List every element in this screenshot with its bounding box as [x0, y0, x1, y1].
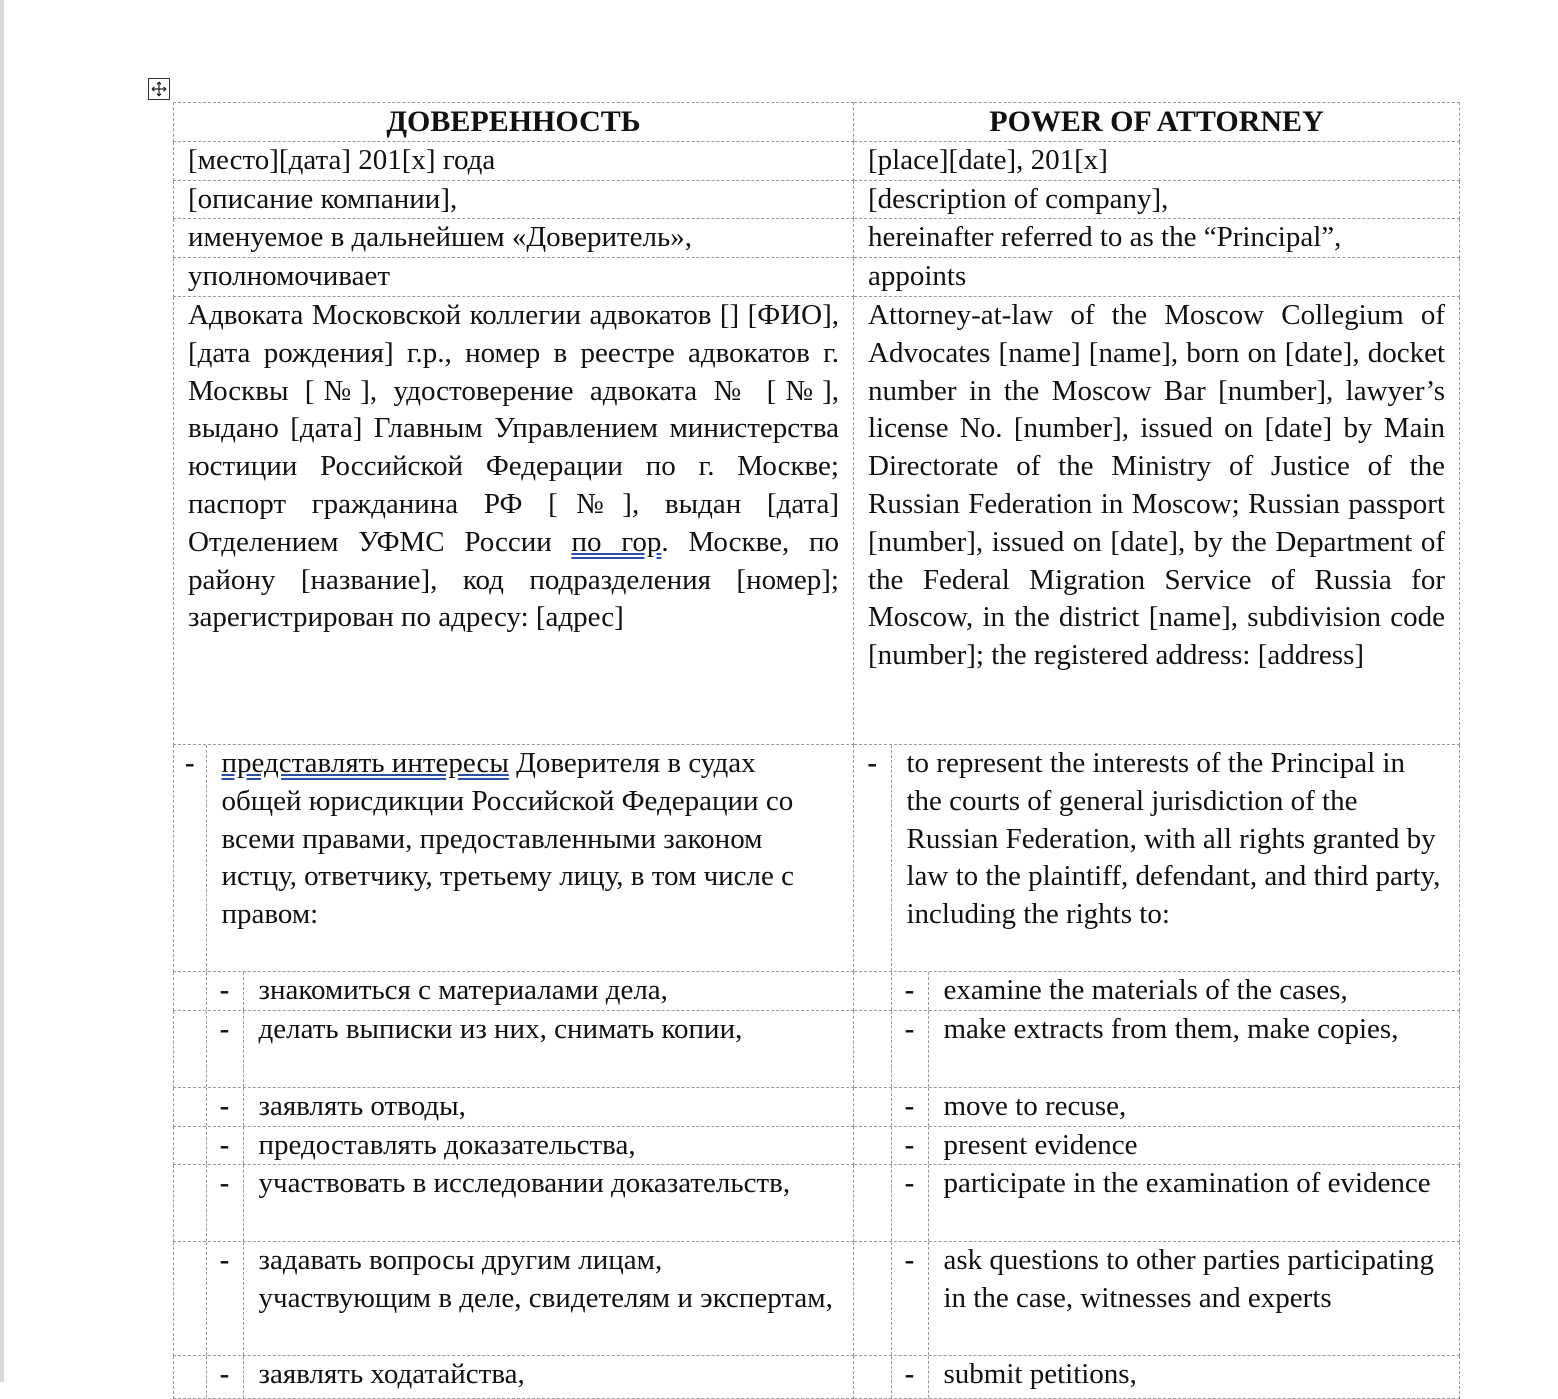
table-row [174, 180, 1460, 219]
indent-cell [174, 1356, 206, 1398]
right-ru-cell [174, 1242, 854, 1356]
indent-cell [174, 1088, 206, 1126]
company-description-ru[interactable]: [описание компании], [174, 180, 854, 219]
principal-en[interactable]: hereinafter referred to as the “Principal”, [854, 219, 1460, 258]
indent-cell [174, 972, 206, 1010]
appoints-ru[interactable]: уполномочивает [174, 258, 854, 297]
right-en-cell [854, 1087, 1460, 1126]
indent-cell [174, 1165, 206, 1241]
table-row [174, 258, 1460, 297]
right-ru[interactable]: задавать вопросы другим лицам, участвующим в деле, свидетелям и экспертам, [258, 1244, 833, 1315]
title-en[interactable]: POWER OF ATTORNEY [854, 103, 1460, 142]
principal-ru[interactable]: именуемое в дальнейшем «Доверитель», [174, 219, 854, 258]
list-dash: - [891, 1165, 928, 1241]
rights-row [174, 1165, 1460, 1242]
right-en[interactable]: participate in the examination of evidence [943, 1167, 1431, 1200]
attorney-text-ru-cont: . Москве, по району [название], код подразделения [номер]; зарегистрирован по адресу: [адрес] [188, 525, 839, 634]
right-ru[interactable]: участвовать в исследовании доказательств, [258, 1167, 791, 1200]
indent-cell [174, 1011, 206, 1087]
right-en-cell [854, 1010, 1460, 1087]
list-dash: - [891, 1088, 928, 1126]
list-dash: - [891, 972, 928, 1010]
company-description-en[interactable]: [description of company], [854, 180, 1460, 219]
spellcheck-underlined-text: представлять интересы [221, 746, 509, 779]
table-row [174, 219, 1460, 258]
indent-cell [854, 972, 891, 1010]
indent-cell [854, 1165, 891, 1241]
list-dash: - [206, 1242, 243, 1355]
right-en[interactable]: ask questions to other parties participating in the case, witnesses and experts [943, 1244, 1434, 1315]
powers-en[interactable]: to represent the interests of the Principal in the courts of general jurisdiction of the Russian Federation, with all rights granted by law to the plaintiff, defendant, and third party, including the rights to: [906, 746, 1441, 931]
right-ru-cell [174, 971, 854, 1010]
right-ru[interactable]: заявлять отводы, [258, 1089, 466, 1122]
spellcheck-underlined-text: по гор [571, 525, 662, 558]
right-en[interactable]: make extracts from them, make copies, [943, 1012, 1399, 1045]
attorney-row [174, 296, 1460, 744]
right-en-cell [854, 1356, 1460, 1399]
right-ru-cell [174, 1356, 854, 1399]
right-ru-cell [174, 1165, 854, 1242]
indent-cell [854, 1088, 891, 1126]
right-en[interactable]: present evidence [943, 1128, 1138, 1161]
powers-text-ru: Доверителя в судах общей юрисдикции Российской Федерации со всеми правами, предоставленными законом истцу, ответчику, третьему лицу, в том числе с правом: [221, 746, 795, 931]
powers-en-cell [854, 744, 1460, 971]
powers-ru[interactable] [206, 745, 853, 971]
powers-row [174, 744, 1460, 971]
header-row [174, 103, 1460, 142]
powers-ru-cell [174, 744, 854, 971]
attorney-details-en[interactable]: Attorney-at-law of the Moscow Collegium of Advocates [name] [name], born on [date], docket number in the Moscow Bar [number], lawyer’s license No. [number], issued on [date] by Main Directorate of the Ministry of Justice of the Russian Federation in Moscow; Russian passport [number], issued on [date], by the Department of the Federal Migration Service of Russia for Moscow, in the district [name], subdivision code [number]; the registered address: [address] [854, 296, 1460, 744]
move-arrows-icon [151, 81, 167, 97]
rights-row [174, 1087, 1460, 1126]
right-ru-cell [174, 1010, 854, 1087]
list-dash: - [891, 1242, 928, 1355]
appoints-en[interactable]: appoints [854, 258, 1460, 297]
indent-cell [854, 1242, 891, 1355]
list-dash: - [206, 1127, 243, 1165]
indent-cell [854, 1127, 891, 1165]
list-dash: - [891, 1356, 928, 1398]
table-move-handle[interactable] [148, 78, 170, 100]
right-en-cell [854, 1126, 1460, 1165]
right-ru[interactable]: делать выписки из них, снимать копии, [258, 1012, 743, 1045]
list-dash: - [206, 1088, 243, 1126]
right-ru[interactable]: предоставлять доказательства, [258, 1128, 636, 1161]
rights-row [174, 1010, 1460, 1087]
table-row [174, 141, 1460, 180]
rights-row [174, 971, 1460, 1010]
rights-row [174, 1126, 1460, 1165]
right-ru[interactable]: знакомиться с материалами дела, [258, 973, 668, 1006]
indent-cell [854, 1011, 891, 1087]
place-date-en[interactable]: [place][date], 201[x] [854, 141, 1460, 180]
indent-cell [854, 1356, 891, 1398]
attorney-details-ru[interactable] [174, 296, 854, 744]
list-dash: - [174, 745, 206, 971]
place-date-ru[interactable]: [место][дата] 201[x] года [174, 141, 854, 180]
right-ru-cell [174, 1087, 854, 1126]
right-en-cell [854, 1242, 1460, 1356]
list-dash: - [206, 1011, 243, 1087]
attorney-text-ru: Адвоката Московской коллегии адвокатов [] [ФИО], [дата рождения] г.р., номер в реестре адвокатов г. Москвы [№], удостоверение адвоката № [№], выдано [дата] Главным Управлением министерства юстиции Российской Федерации по г. Москве; паспорт гражданина РФ [№], выдан [дата] Отделением УФМС России [188, 298, 839, 558]
right-en-cell [854, 1165, 1460, 1242]
right-en-cell [854, 971, 1460, 1010]
page-edge [0, 0, 4, 1382]
translation-table [173, 102, 1460, 1399]
rights-row [174, 1356, 1460, 1399]
list-dash: - [206, 972, 243, 1010]
right-en[interactable]: move to recuse, [943, 1089, 1127, 1122]
indent-cell [174, 1127, 206, 1165]
title-ru[interactable]: ДОВЕРЕННОСТЬ [174, 103, 854, 142]
indent-cell [174, 1242, 206, 1355]
list-dash: - [891, 1127, 928, 1165]
list-dash: - [206, 1165, 243, 1241]
list-dash: - [891, 1011, 928, 1087]
right-ru-cell [174, 1126, 854, 1165]
rights-row [174, 1242, 1460, 1356]
right-ru[interactable]: заявлять ходатайства, [258, 1358, 525, 1391]
right-en[interactable]: examine the materials of the cases, [943, 973, 1348, 1006]
list-dash: - [206, 1356, 243, 1398]
right-en[interactable]: submit petitions, [943, 1358, 1137, 1391]
list-dash: - [854, 745, 891, 971]
